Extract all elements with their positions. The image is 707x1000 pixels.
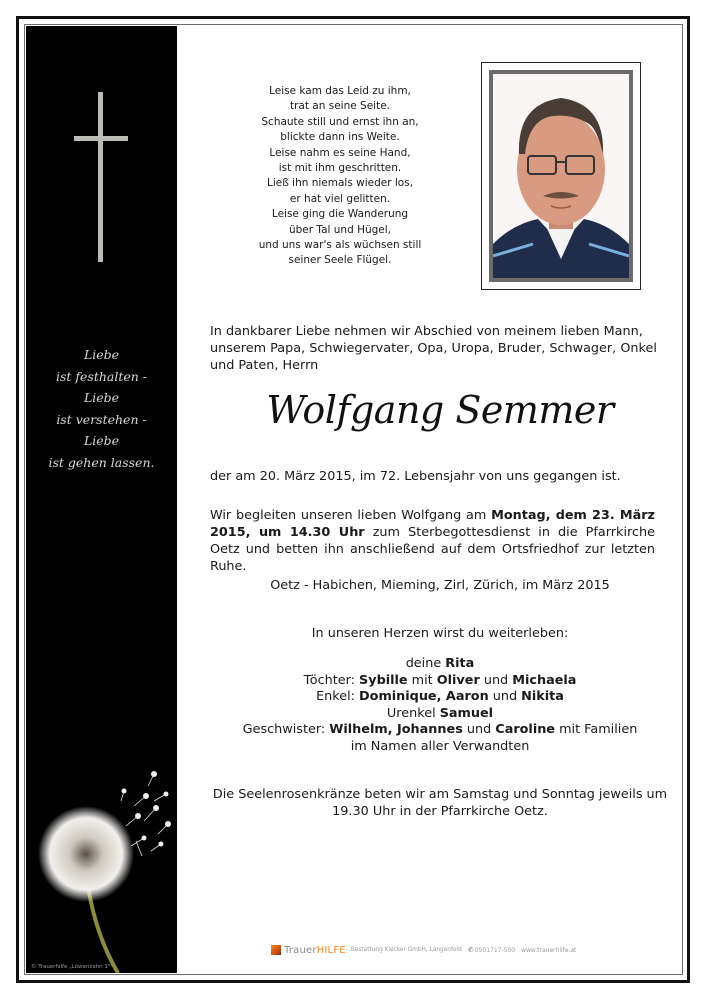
poem-line: er hat viel gelitten. [289,192,391,205]
quote-line: ist festhalten - [55,368,148,384]
poem-line: ist mit ihm geschritten. [278,162,402,175]
sidebar [26,26,177,973]
sibling-name: Caroline [495,722,555,737]
quote-line: ist verstehen - [56,411,147,427]
daughter-name: Sybille [359,672,408,688]
family-siblings [200,722,680,739]
portrait-photo [493,74,629,278]
quote-line: Liebe [83,433,120,448]
poem-line: blickte dann ins Weite. [280,131,400,144]
siblings-label: Geschwister: [242,722,330,737]
daughter2-name: Michaela [512,672,577,688]
poem-line: über Tal und Hügel, [288,223,392,236]
great-grandchild-label: Urenkel [386,705,440,721]
footer [271,943,576,957]
funeral-pre: Wir begleiten unseren lieben Wolfgang am [210,508,492,523]
dandelion-image [26,746,177,973]
wife-prefix: deine [405,656,446,671]
funeral-post: zum Sterbegottesdienst in die Pfarrkirche Oetz und betten ihn anschließend auf dem Ortsfriedhof zur letzten Ruhe. [210,525,656,574]
daughter-partner-name: Oliver [436,672,480,688]
logo-text-trauer: Trauer [284,944,317,956]
place-date: Oetz - Habichen, Mieming, Zirl, Zürich, im März 2015 [270,578,610,593]
poem-line: Schaute still und ernst ihn an, [261,115,419,128]
grandchildren-label: Enkel: [316,689,360,704]
family-great-grandchild [200,706,680,723]
poem-line: Leise nahm es seine Hand, [269,146,411,159]
phone-icon: ✆ [467,946,474,954]
rosary-text: Die Seelenrosenkränze beten wir am Samstag und Sonntag jeweils um 19.30 Uhr in der Pfarrkirche Oetz. [212,787,668,819]
daughters-label: Töchter: [303,672,360,688]
image-credit: © Trauerhilfe „Löwenzahn 1" [31,964,111,970]
poem-line: und uns war's als wüchsen still [258,239,422,252]
footer-phone: 0501717-500 [474,946,516,954]
and-word: und [488,689,522,704]
poem-line: Ließ ihn niemals wieder los, [266,177,414,190]
grandchildren-names: Dominique, Aaron [359,689,489,704]
families-suffix: mit Familien [555,722,638,737]
deceased-name: Wolfgang Semmer [266,388,614,432]
poem-line: trat an seine Seite. [289,100,390,113]
quote-line: ist gehen lassen. [48,454,155,470]
footer-website-link[interactable]: www.trauerhilfe.at [521,946,577,954]
funeral-date-time: Montag, dem 23. März 2015, um 14.30 Uhr [210,508,655,540]
family-daughters [200,673,680,690]
intro-text: In dankbarer Liebe nehmen wir Abschied von meinem lieben Mann, unserem Papa, Schwiegervater, Opa, Uropa, Bruder, Schwager, Onkel und Paten, Herrn [210,324,657,373]
side-quote [26,344,177,473]
trauerhilfe-logo-icon [271,945,281,955]
footer-company: Bestattung Kiecker GmbH, Längenfeld [350,947,462,953]
family-relatives: im Namen aller Verwandten [350,738,530,754]
and-word: und [479,672,513,688]
family-grandchildren [200,689,680,706]
logo-text-hilfe: HILFE [316,944,346,956]
cross-icon [74,92,128,262]
family-list [200,656,680,755]
siblings-names: Wilhelm, Johannes [329,722,463,737]
family-wife [200,656,680,673]
grandchild-name: Nikita [521,689,564,704]
with-word: mit [407,672,437,688]
quote-line: Liebe [83,347,120,362]
wife-name: Rita [445,656,475,671]
hearts-line: In unseren Herzen wirst du weiterleben: [311,626,569,641]
great-grandchild-name: Samuel [439,705,494,721]
poem [215,84,465,269]
death-date-text: der am 20. März 2015, im 72. Lebensjahr von uns gegangen ist. [210,469,621,484]
poem-line: seiner Seele Flügel. [288,254,392,267]
and-word: und [462,722,496,737]
quote-line: Liebe [83,390,120,405]
funeral-text [210,507,655,575]
poem-line: Leise ging die Wanderung [271,208,409,221]
portrait-frame [481,62,641,290]
poem-line: Leise kam das Leid zu ihm, [269,85,411,97]
